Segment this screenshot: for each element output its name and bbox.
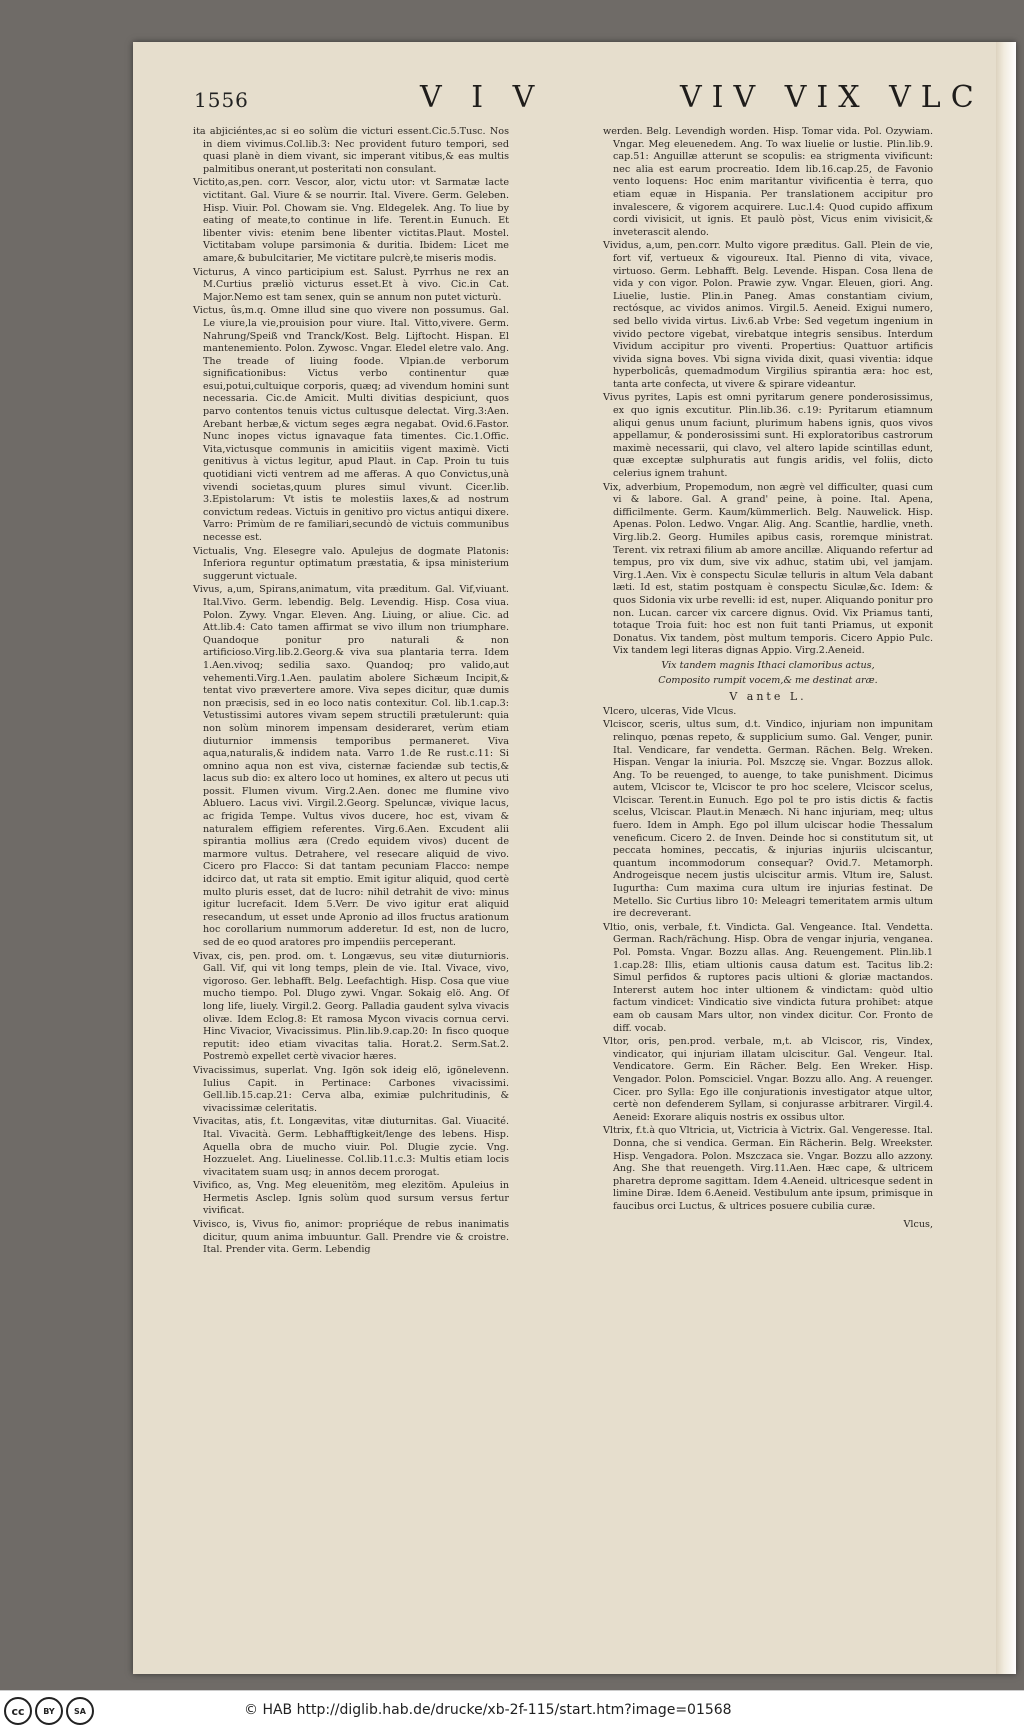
dictionary-entry: Victualis, Vng. Elesegre valo. Apulejus de dogmate Platonis: Inferiora reguntur optimatum præstatia, & ipsa ministerium suggerunt victuale. [193,545,509,582]
page-number: 1556 [194,88,249,112]
verse-line: Composito rumpit vocem,& me destinat aræ. [658,674,878,686]
running-head-right: VIV VIX VLC [680,80,984,115]
dictionary-entry: Vivacissimus, superlat. Vng. Igön sok ideig elö, igönelevenn. Iulius Capit. in Pertinace: Carbones vivacissimi. Gell.lib.15.cap.21: Cerva alba, eximiæ pulchritudinis, & vivacissimæ celeritatis. [193,1064,509,1114]
dictionary-entry: ita abjiciéntes,ac si eo solùm die victuri essent.Cic.5.Tusc. Nos in diem vivimus.Col.lib.3: Nec provident futuro tempori, sed quasi planè in diem vivant, sic imperant vitibus,& eas multis palmitibus onerant,ut posteritati non consulant. [193,126,509,175]
dictionary-entry: Vivacitas, atis, f.t. Longævitas, vitæ diuturnitas. Gal. Viuacité. Ital. Vivacità. Germ. Lebhafftigkeit/lenge des lebens. Hisp. Aquella obra de mucho viuir. Pol. Dlugie zycie. Vng. Hozzuelet. Ang. Liuelinesse. Col.lib.11.c.3: Multis etiam locis vivacitatem suam usq; in annos decem prorogat. [193,1116,509,1178]
license-badge[interactable] [4,1697,94,1727]
dictionary-entry: Vltio, onis, verbale, f.t. Vindicta. Gal. Vengeance. Ital. Vendetta. German. Rach/rächung. Hisp. Obra de vengar injuria, venganea. Pol. Pomsta. Vngar. Bozzu allas. Ang. Reuengement. Plin.lib.1 1.cap.28: Illis, etiam ultionis causa datum est. Tacitus lib.2: Simul perfidos & ruptores pacis ultioni & gloriæ mactandos. Intererst autem hoc inter ultionem & vindictam: quòd ultio factum vindicet: Vindicatio sive vindicta futura prohibet: atque eam ob causam Mars ultor, non vindex dicitur. Cor. Fronto de diff. vocab. [603,921,933,1034]
dictionary-entry: Victus, ûs,m.q. Omne illud sine quo vivere non possumus. Gal. Le viure,la vie,prouision pour viure. Ital. Vitto,vivere. Germ. Nahrung/Speiß vnd Tranck/Kost. Belg. Lijftocht. Hispan. El mantenemiento. Polon. Zywosc. Vngar. Eledel eletre valo. Ang. The treade of liuing foode. Vlpian.de verborum significationibus: Victus verbo continentur quæ esui,potui,cultuique corporis, quæq; ad vivendum homini sunt necessaria. Cic.de Amicit. Multi divitias despiciunt, quos parvo contentos tenuis victus cultusque delectat. Virg.3:Aen. Arebant herbæ,& victum seges ægra negabat. Ovid.6.Fastor. Nunc inopes victus ignavaque fata timentes. Cic.1.Offic. Vita,victusque communis in amicitiis vigent maximè. Victi genitivus à victus legitur, apud Plaut. in Cap. Proin tu tuis quotidiani victi ventrem ad me afferas. A quo Convictus,unà vivendi societas,quum plures simul vivunt. Cicer.lib. 3.Epistolarum: Vt istis te molestiis laxes,& ad nostrum convictum redeas. Victuis in genitivo pro victus antiqui dixere. Varro: Primùm de re familiari,secundò de victuis communibus necesse est. [193,305,509,543]
left-column [193,126,509,1258]
dictionary-entry: Vix, adverbium, Propemodum, non ægrè vel difficulter, quasi cum vi & labore. Gal. A grand' peine, à poine. Ital. Apena, difficilmente. Germ. Kaum/kümmerlich. Belg. Nauwelick. Hisp. Apenas. Polon. Ledwo. Vngar. Alig. Ang. Scantlie, hardlie, vneth. Virg.lib.2. Georg. Humiles apibus casis, roremque ministrat. Terent. vix retraxi filium ab amore ancillæ. Aliquando refertur ad tempus, pro vix dum, sive vix adhuc, statim ubi, vel jamjam. Virg.1.Aen. Vix è conspectu Siculæ telluris in altum Vela dabant læti. Id est, statim postquam è conspectu Siculæ,&c. Idem: & quos Sidonia vix urbe revelli: id est, nuper. Aliquando ponitur pro non. Lucan. carcer vix carcere dignus. Ovid. Vix Priamus tanti, totaque Troia fuit: hoc est non fuit tanti Priamus, ut exponit Donatus. Vix tandem, pòst multum temporis. Cicero Appio Pulc. Vix tandem legi literas dignas Appio. Virg.2.Aeneid. [603,481,933,657]
dictionary-entry: Vlciscor, sceris, ultus sum, d.t. Vindico, injuriam non impunitam relinquo, pœnas repeto, & supplicium sumo. Gal. Venger, punir. Ital. Vendicare, far vendetta. German. Rächen. Belg. Wreken. Hispan. Vengar la iniuria. Pol. Mszczę sie. Vngar. Bozzus allok. Ang. To be reuenged, to auenge, to take punishment. Dicimus autem, Vlciscor te, Vlciscor te pro hoc scelere, Vlciscor scelus, Vlciscar. Terent.in Eunuch. Ego pol te pro istis dictis & factis scelus, Vlciscar. Plaut.in Menæch. Ni hanc injuriam, meq; ultus fuero. Idem in Amph. Ego pol illum ulciscar hodie Thessalum veneficum. Cicero 2. de Inven. Deinde hoc si constitutum sit, ut peccata homines, peccatis, & injurias injuriis ulciscantur, quantum incommodorum consequar? Ovid.7. Metamorph. Androgeisque necem justis ulciscitur armis. Vltum ire, Salust. Iugurtha: Cum maxima cura ultum ire injurias festinat. De Metello. Sic Curtius libro 10: Meleagri temeritatem armis ultum ire decreverant. [603,719,933,920]
footer-bar [0,1690,1024,1733]
attribution-icon: BY [35,1697,63,1725]
dictionary-entry: Vlcero, ulceras, Vide Vlcus. [603,705,737,717]
verse-line: Vix tandem magnis Ithaci clamoribus actus, [661,659,875,671]
section-heading: V ante L. [729,690,807,704]
dictionary-entry: Vltor, oris, pen.prod. verbale, m,t. ab Vlciscor, ris, Vindex, vindicator, qui injuriam illatam ulciscitur. Gal. Vengeur. Ital. Vendicatore. Germ. Ein Rächer. Belg. Een Wreker. Hisp. Vengador. Polon. Pomsciciel. Vngar. Bozzu allo. Ang. A reuenger. Cicer. pro Sylla: Ego ille conjurationis investigator atque ultor, certè non defenderem Syllam, si conjurasse arbitrarer. Virgil.4. Aeneid: Exorare aliquis nostris ex ossibus ultor. [603,1036,933,1123]
dictionary-entry: Vivus, a,um, Spirans,animatum, vita præditum. Gal. Vif,viuant. Ital.Vivo. Germ. lebendig. Belg. Levendig. Hisp. Cosa viua. Polon. Zywy. Vngar. Eleven. Ang. Liuing, or aliue. Cic. ad Att.lib.4: Cato tamen affirmat se vivo illum non triumphare. Quandoque ponitur pro naturali & non artificioso.Virg.lib.2.Georg.& viva sua plantaria terra. Idem 1.Aen.vivoq; sedilia saxo. Quandoq; pro valido,aut vehementi.Virg.1.Aen. paulatim abolere Sichæum Incipit,& tentat vivo prævertere amore. Viva sepes dicitur, quæ dumis non præcisis, sed in eo loco natis contexitur. Col. lib.1.cap.3: Vetustissimi autores vivam sepem structili prætulerunt: quia non solùm minorem impensam desideraret, verùm etiam diuturnior immensis temporibus permaneret. Viva aqua,naturalis,& indidem nata. Varro 1.de Re rust.c.11: Si omnino aqua non est viva, cisternæ faciendæ sub tectis,& lacus sub dio: ex altero loco ut homines, ex altero ut pecus uti possit. Flumen vivum. Virg.2.Aen. donec me flumine vivo Abluero. Lacus vivi. Virgil.2.Georg. Speluncæ, vivique lacus, ac frigida Tempe. Vultus vivos ducere, hoc est, vivam & naturalem effigiem referentes. Virg.6.Aen. Excudent alii spirantia mollius æra (Credo equidem vivos) ducent de marmore vultus. Detrahere, vel resecare aliquid de vivo. Cicero pro Flacco: Si dat tantam pecuniam Flacco: nempe idcirco dat, ut rata sit emptio. Emit igitur aliquid, quod certè multo pluris esset, dat de lucro: nihil detrahit de vivo: minus igitur lucrefacit. Idem 5.Verr. De vivo igitur erat aliquid resecandum, ut esset unde Apronio ad illos fructus arationum hoc corollarium nummorum adderetur. Id est, non de lucro, sed de eo quod aratores pro impendiis perceperant. [193,584,509,948]
source-url[interactable]: © HAB http://diglib.hab.de/drucke/xb-2f-115/start.htm?image=01568 [244,1702,732,1718]
page-edge [996,42,1016,1674]
share-alike-icon: SA [66,1697,94,1725]
dictionary-entry: Vivifico, as, Vng. Meg eleuenitöm, meg elezitöm. Apuleius in Hermetis Asclep. Ignis solùm quod sursum versus fertur vivificat. [193,1180,509,1217]
right-column [603,126,933,1232]
dictionary-entry: werden. Belg. Levendigh worden. Hisp. Tomar vida. Pol. Ozywiam. Vngar. Meg eleuenedem. Ang. To wax liuelie or lustie. Plin.lib.9. cap.51: Anguillæ atterunt se scopulis: ea strigmenta vivificunt: nec alia est earum procreatio. Idem lib.16.cap.25, de Favonio vento loquens: Hoc enim maritantur vivificentia è terra, quo etiam equæ in Hispania. Per translationem accipitur pro invalescere, & vigorem acquirere. Luc.l.4: Quod cupido affixum cordi vivisicit, ut ignis. Et paulò pòst, Vicus enim vivisicit,& inveterascit alendo. [603,126,933,238]
dictionary-entry: Vivus pyrites, Lapis est omni pyritarum genere ponderosissimus, ex quo ignis excutitur. Plin.lib.36. c.19: Pyritarum etiamnum aliqui genus unum faciunt, plurimum habens ignis, quos vivos appellamur, & ponderosissimi sunt. Hi exploratoribus castrorum maximè necessarii, qui clavo, vel altero lapide scintillas edunt, quæ exceptæ sulphuratis aut fungis aridis, vel foliis, dicto celerius ignem trahunt. [603,392,933,480]
creative-commons-icon: cc [4,1697,32,1725]
dictionary-entry: Victito,as,pen. corr. Vescor, alor, victu utor: vt Sarmatæ lacte victitant. Gal. Viure & se nourrir. Ital. Vivere. Germ. Geleben. Hisp. Viuir. Pol. Chowam sie. Vng. Eldegelek. Ang. To liue by eating of meate,to continue in life. Terent.in Eunuch. Et libenter vivis: etenim bene libenter victitas.Plaut. Mostel. Victitabam volupe parsimonia & duritia. Ibidem: Licet me amare,& bubulcitarier, Me victitare pulcrè,te miseris modis. [193,177,509,264]
running-head-left: V I V [420,80,545,115]
dictionary-entry: Vltrix, f.t.à quo Vltricia, ut, Victricia à Victrix. Gal. Vengeresse. Ital. Donna, che si vendica. German. Ein Rächerin. Belg. Wreekster. Hisp. Vengadora. Polon. Mszczaca sie. Vngar. Bozzu allo azzony. Ang. She that reuengeth. Virg.11.Aen. Hæc cape, & ultricem pharetra deprome sagittam. Idem 4.Aeneid. ultricesque sedent in limine Diræ. Idem 6.Aeneid. Vestibulum ante ipsum, primisque in faucibus orci Luctus, & ultrices posuere cubilia curæ. [603,1125,933,1212]
dictionary-entry: Victurus, A vinco participium est. Salust. Pyrrhus ne rex an M.Curtius præliò victurus esset.Et à vivo. Cic.in Cat. Major.Nemo est tam senex, quin se annum non putet victurù. [193,266,509,303]
dictionary-entry: Vividus, a,um, pen.corr. Multo vigore præditus. Gall. Plein de vie, fort vif, vertueux & vigoureux. Ital. Pienno di vita, vivace, virtuoso. Germ. Lebhafft. Belg. Levende. Hispan. Cosa llena de vida y con vigor. Polon. Prawie zyw. Vngar. Eleuen, giori. Ang. Liuelie, lustie. Plin.in Paneg. Amas constantiam civium, rectósque, ac vividos animos. Virgil.5. Aeneid. Exigui numero, sed bello vivida virtus. Liv.6.ab Vrbe: Sed vegetum ingenium in vivido pectore vigebat, virebatque integris sensibus. Interdum Vividum accipitur pro viventi. Propertius: Quattuor artificis vivida signa boves. Vbi signa vivida dixit, quasi viventia: idque hyperbolicâs, quemadmodum Virgilius spirantia æra: hoc est, tanta arte confecta, ut vivere & spirare videantur. [603,240,933,390]
dictionary-entry: Vivisco, is, Vivus fio, animor: propriéque de rebus inanimatis dicitur, quum anima imbuuntur. Gall. Prendre vie & croistre. Ital. Prender vita. Germ. Lebendig [193,1219,509,1256]
dictionary-entry: Vivax, cis, pen. prod. om. t. Longævus, seu vitæ diuturnioris. Gall. Vif, qui vit long temps, plein de vie. Ital. Vivace, vivo, vigoroso. Ger. lebhafft. Belg. Leefachtigh. Hisp. Cosa que viue mucho tiempo. Pol. Dlugo zywi. Vngar. Sokaig elö. Ang. Of long life, liuely. Virgil.2. Georg. Palladia gaudent sylva vivacis olivæ. Idem Eclog.8: Et ramosa Mycon vivacis cornua cervi. Hinc Vivacior, Vivacissimus. Plin.lib.9.cap.20: In fisco quoque reputit: ideo etiam vivacitas talia. Horat.2. Serm.Sat.2. Postremò expellet certè vivacior hæres. [193,950,509,1063]
catchword: Vlcus, [903,1219,933,1231]
